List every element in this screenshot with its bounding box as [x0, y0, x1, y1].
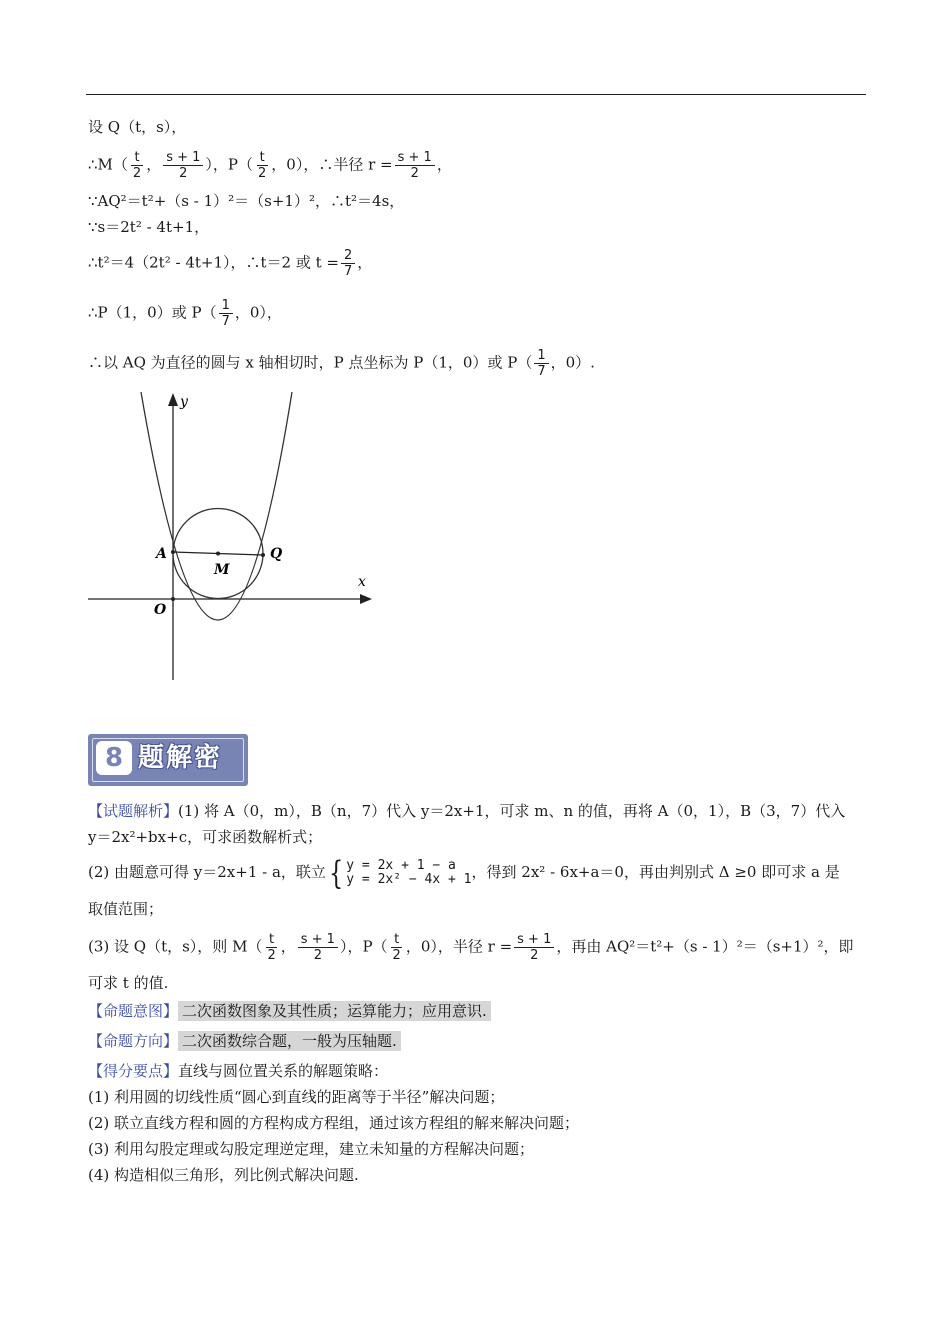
parabola	[141, 392, 292, 620]
fraction-s-plus-1-over-2: $\frac{s + 1}{2}$	[514, 932, 554, 963]
tag-points: 【得分要点】	[88, 1062, 179, 1080]
points-line: 【得分要点】直线与圆位置关系的解题策略：	[88, 1062, 389, 1080]
point-2: (2) 联立直线方程和圆的方程构成方程组，通过该方程组的解来解决问题；	[88, 1114, 580, 1132]
solution-line-6: ∴P（1，0）或 P（ $\frac{1}{7}$ ，0），	[88, 298, 282, 329]
fraction-2-over-7: $\frac{2}{7}$	[341, 248, 355, 279]
fraction-s-plus-1-over-2: $\frac{s + 1}{2}$	[163, 150, 203, 181]
point-a	[171, 550, 175, 554]
parabola-circle-figure	[86, 390, 386, 680]
fraction-t-over-2: $\frac{t}{2}$	[132, 150, 142, 181]
solution-line-4: ∵s＝2t² - 4t+1，	[88, 218, 210, 236]
intent-text: 二次函数图象及其性质；运算能力；应用意识.	[178, 1001, 491, 1021]
analysis-line-1: 【试题解析】(1) 将 A（0，m），B（n，7）代入 y＝2x+1，可求 m、n 的值，再将 A（0，1），B（3，7）代入	[88, 802, 846, 820]
analysis-line-2: y＝2x²+bx+c，可求函数解析式；	[88, 828, 323, 846]
label-m: M	[214, 562, 230, 578]
intent-line	[88, 1000, 491, 1022]
y-axis-arrow	[168, 393, 178, 406]
point-1: (1) 利用圆的切线性质“圆心到直线的距离等于半径”解决问题；	[88, 1088, 505, 1106]
direction-text: 二次函数综合题，一般为压轴题.	[178, 1031, 401, 1051]
section-banner	[88, 734, 248, 786]
fraction-t-over-2: $\frac{t}{2}$	[392, 932, 401, 963]
point-4: (4) 构造相似三角形，列比例式解决问题.	[88, 1166, 359, 1184]
analysis-line-5: (3) 设 Q（t，s），则 M（ $\frac{t}{2}$ ， $\frac{s + 1}{2}$ ），P（ $\frac{t}{2}$ ，0），半径 r = $\frac{s + 1}{2}$ ，再由 AQ²＝t²+（s - 1）²＝（s+1）²，即	[88, 932, 854, 963]
banner-title: 题解密	[138, 743, 223, 773]
label-y: y	[180, 394, 188, 410]
solution-line-2: ∴M（ $\frac{t}{2}$ ， $\frac{s + 1}{2}$ ），P（ $\frac{t}{2}$ ，0），∴半径 r = $\frac{s + 1}{2}$ ，	[88, 150, 452, 181]
banner-badge-icon: 8	[96, 741, 132, 775]
analysis-line-3: (2) 由题意可得 y＝2x+1 - a，联立 { y = 2x + 1 − a y = 2x² − 4x + 1 ，得到 2x² - 6x+a＝0，再由判别式 Δ ≥0 即可求 a 是	[88, 854, 840, 892]
point-q	[261, 553, 265, 557]
tag-intent: 【命题意图】	[88, 1002, 179, 1020]
fraction-1-over-7: $\frac{1}{7}$	[534, 348, 548, 379]
equation-system: { y = 2x + 1 − a y = 2x² − 4x + 1	[328, 854, 472, 892]
fraction-t-over-2: $\frac{t}{2}$	[258, 150, 267, 181]
solution-line-7: ∴以 AQ 为直径的圆与 x 轴相切时，P 点坐标为 P（1，0）或 P（ $\frac{1}{7}$ ，0）.	[88, 348, 595, 379]
point-o	[171, 597, 175, 601]
tag-analysis: 【试题解析】	[88, 802, 179, 820]
label-a: A	[156, 546, 167, 562]
point-m	[216, 552, 220, 556]
fraction-t-over-2: $\frac{t}{2}$	[267, 932, 276, 963]
header-rule	[86, 94, 866, 95]
fraction-s-plus-1-over-2: $\frac{s + 1}{2}$	[298, 932, 338, 963]
fraction-s-plus-1-over-2: $\frac{s + 1}{2}$	[395, 150, 435, 181]
analysis-line-6: 可求 t 的值.	[88, 974, 169, 992]
solution-line-5: ∴t²＝4（2t² - 4t+1），∴t＝2 或 t = $\frac{2}{7}$ ，	[88, 248, 373, 279]
tag-direction: 【命题方向】	[88, 1032, 179, 1050]
label-x: x	[358, 574, 366, 590]
direction-line	[88, 1030, 401, 1052]
solution-line-1: 设 Q（t，s），	[88, 118, 187, 136]
x-axis-arrow	[360, 594, 372, 604]
point-3: (3) 利用勾股定理或勾股定理逆定理，建立未知量的方程解决问题；	[88, 1140, 535, 1158]
solution-line-3: ∵AQ²＝t²+（s - 1）²＝（s+1）²，∴t²＝4s，	[88, 192, 405, 210]
label-q: Q	[270, 546, 283, 562]
label-o: O	[154, 602, 167, 618]
fraction-1-over-7: $\frac{1}{7}$	[219, 298, 233, 329]
analysis-line-4: 取值范围；	[88, 900, 164, 918]
